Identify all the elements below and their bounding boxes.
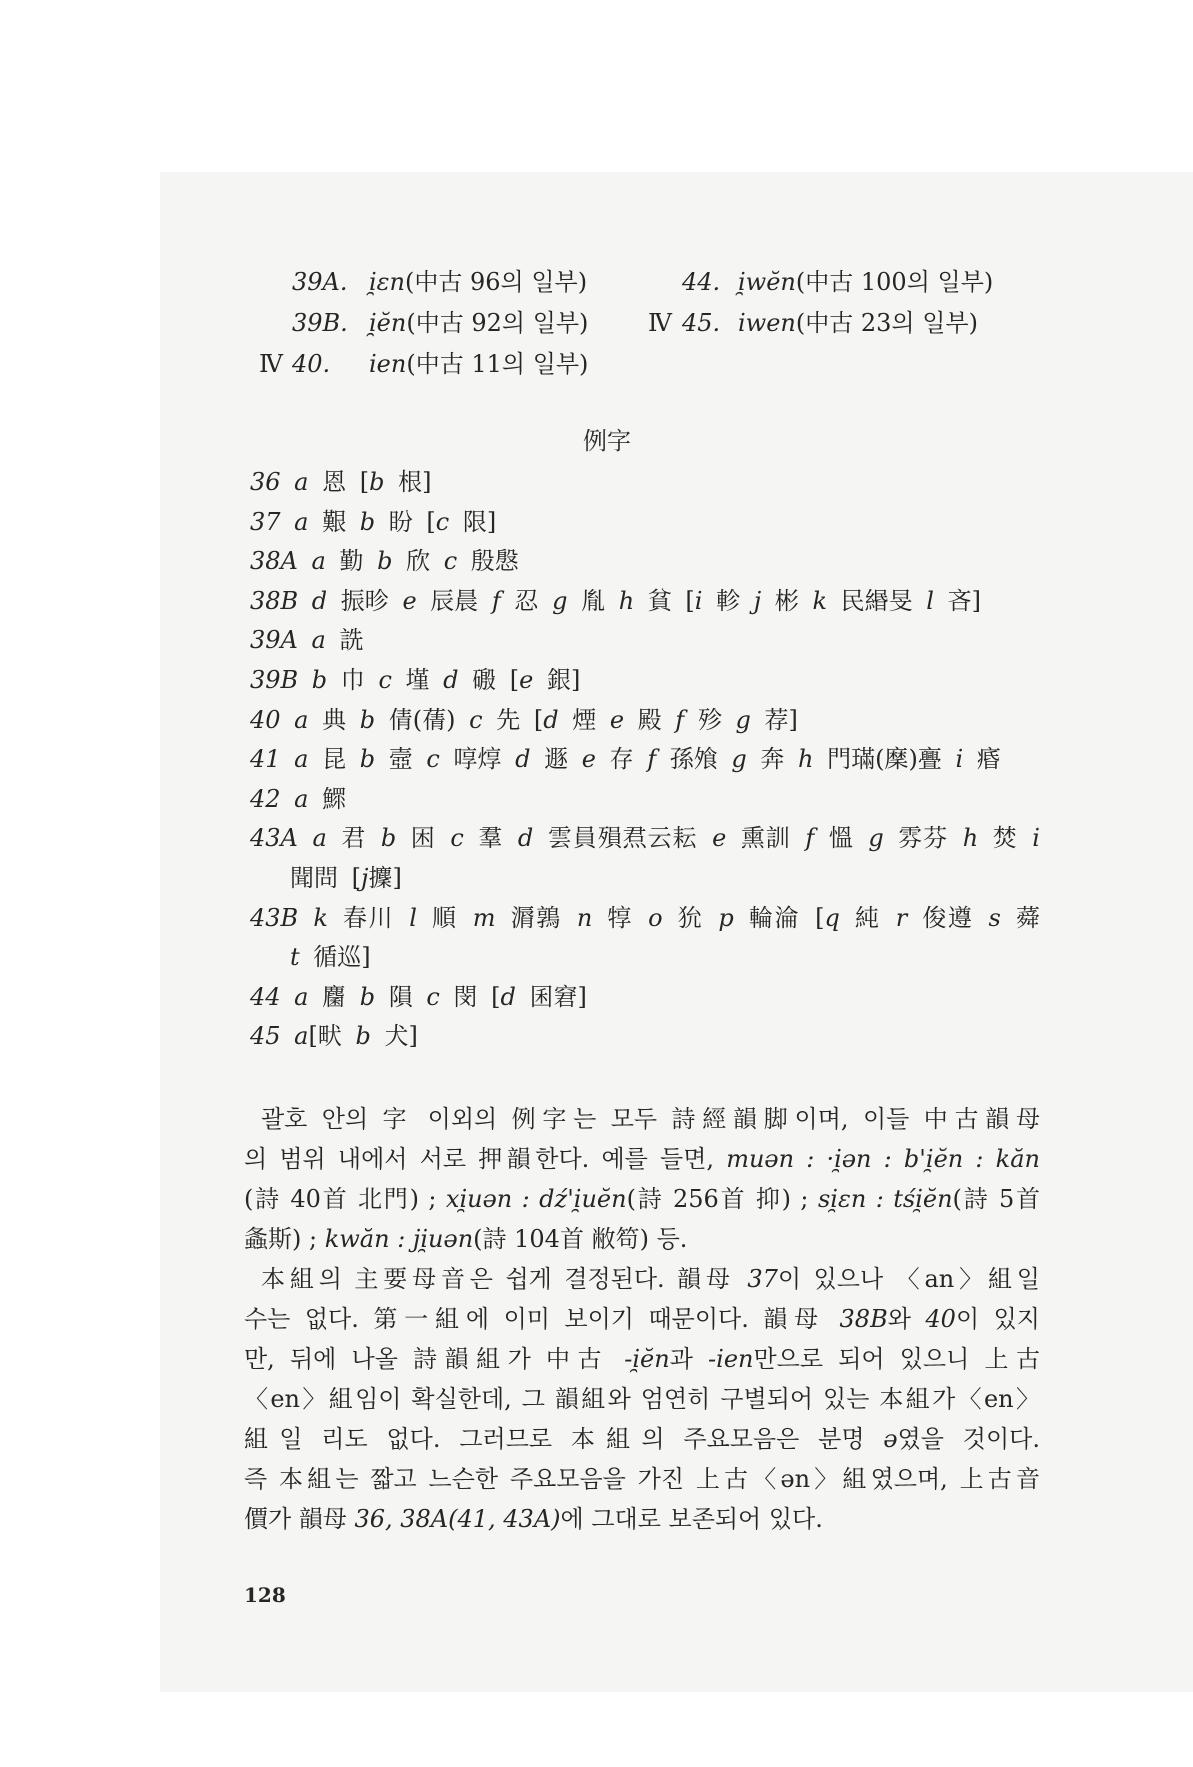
entry-number: 39A. xyxy=(292,268,348,296)
example-line xyxy=(250,621,1040,661)
italic-text: 40 xyxy=(925,1305,956,1333)
italic-text: xi̯uən : dź'i̯uĕn xyxy=(445,1185,627,1213)
italic-text: 37 a xyxy=(250,507,309,536)
text-run: 麕 xyxy=(308,982,360,1011)
italic-text: 43B k xyxy=(250,903,328,932)
italic-text: t xyxy=(290,943,300,972)
text-run: 吝] xyxy=(933,586,981,615)
example-continuation-line xyxy=(250,859,1040,899)
italic-text: h xyxy=(962,824,979,853)
paragraph-line xyxy=(244,1219,1040,1259)
italic-text: e xyxy=(712,824,727,853)
text-run: 의 범위 내에서 서로 押韻한다. 예를 들면, xyxy=(244,1145,727,1173)
italic-text: n xyxy=(576,903,593,932)
italic-text: b xyxy=(369,468,385,496)
italic-text: 36, 38A(41, 43A) xyxy=(354,1505,561,1533)
italic-text: h xyxy=(798,745,814,774)
italic-text: 37 xyxy=(747,1265,778,1293)
entry-number: 40. xyxy=(292,350,331,378)
italic-text: b xyxy=(359,507,376,536)
text-run: (詩 5首 xyxy=(952,1185,1041,1213)
italic-text: b xyxy=(359,982,376,1011)
italic-text: f xyxy=(675,705,685,734)
text-run: 組일 리도 없다. 그러므로 本組의 주요모음은 분명 xyxy=(244,1425,884,1453)
text-run: 春川 xyxy=(327,903,410,932)
italic-text: b xyxy=(380,824,397,853)
italic-text: d xyxy=(515,745,531,774)
middle-chinese-gloss: (中古 23의 일부) xyxy=(795,309,978,337)
italic-text: e xyxy=(402,586,417,615)
italic-text: c xyxy=(378,665,392,694)
paragraph-line xyxy=(244,1339,1040,1379)
text-run: 墐 xyxy=(391,665,444,694)
italic-text: 39B b xyxy=(250,665,328,694)
middle-chinese-gloss: (中古 96의 일부) xyxy=(405,268,588,296)
italic-text: c xyxy=(443,547,458,576)
text-run: 殿 xyxy=(624,705,676,734)
text-run: 振昣 xyxy=(327,586,403,615)
italic-text: d xyxy=(543,705,559,734)
text-run: 恩 [ xyxy=(308,468,370,496)
text-run: 勤 xyxy=(325,547,378,576)
italic-text: f xyxy=(805,824,815,853)
italic-text: b xyxy=(359,745,376,774)
text-run: 順 xyxy=(416,903,473,932)
text-run: 胤 xyxy=(567,586,619,615)
text-run: 雲員殞焄云耘 xyxy=(533,824,713,853)
text-run: 先 [ xyxy=(482,705,544,734)
text-run: 攈] xyxy=(368,863,402,892)
text-run: 壼 xyxy=(375,745,427,774)
entry-number: 45. xyxy=(682,309,721,337)
middle-chinese-gloss: (中古 11의 일부) xyxy=(406,350,589,378)
text-run: 輪淪 [ xyxy=(733,903,825,932)
text-run: 民緡旻 xyxy=(827,586,927,615)
text-run: 犉 xyxy=(592,903,649,932)
paragraph-line xyxy=(244,1259,1040,1299)
text-run: 수는 없다. 第一組에 이미 보이기 때문이다. 韻母 xyxy=(244,1305,840,1333)
example-line xyxy=(250,819,1040,859)
italic-text: 41 a xyxy=(250,745,309,774)
text-run: 價가 韻母 xyxy=(244,1505,355,1533)
text-run: 였을 것이다. xyxy=(897,1425,1040,1453)
example-line xyxy=(250,899,1040,939)
italic-text: c xyxy=(469,705,483,734)
italic-text: 40 a xyxy=(250,705,309,734)
text-run: 艱 xyxy=(308,507,360,536)
text-run: (詩 256首 抑) ; xyxy=(626,1185,818,1213)
text-run: [畎 xyxy=(308,1022,356,1051)
paragraph-line xyxy=(244,1459,1040,1499)
italic-text: 39A a xyxy=(250,626,326,655)
text-run: (詩 104首 敝笱) 등. xyxy=(473,1225,688,1253)
text-run: 盼 [ xyxy=(375,507,436,536)
italic-text: h xyxy=(618,586,635,615)
text-run: 괄호 안의 字 이외의 例字는 모두 詩經韻脚이며, 이들 中古韻母 xyxy=(261,1105,1040,1133)
text-run: 痻 xyxy=(963,745,1001,774)
text-run: 昆 xyxy=(308,745,360,774)
text-run: 君 xyxy=(326,824,381,853)
text-run: 巾 xyxy=(327,665,379,694)
italic-text: j xyxy=(753,586,762,615)
entry-reading xyxy=(738,262,993,302)
entry-number: 39B. xyxy=(292,309,348,337)
text-run: 銀] xyxy=(533,665,581,694)
text-run: 聞問 [ xyxy=(290,863,361,892)
example-line xyxy=(250,542,1040,582)
text-run: 과 xyxy=(669,1345,709,1373)
example-line xyxy=(250,1017,1040,1057)
text-run: 熏訓 xyxy=(726,824,806,853)
text-run: 만으로 되어 있으니 上古 xyxy=(753,1345,1040,1373)
reconstructed-form: ien xyxy=(369,350,407,378)
text-run: 隕 xyxy=(375,982,427,1011)
paragraph xyxy=(244,1099,1040,1259)
example-line xyxy=(250,740,1040,780)
text-run: 俊遵 xyxy=(907,903,989,932)
italic-text: 44 a xyxy=(250,982,309,1011)
text-run: 雰芬 xyxy=(883,824,963,853)
category-entry xyxy=(0,344,1193,384)
italic-text: f xyxy=(647,745,657,774)
italic-text: muən : ·i̯ən : b'i̯ĕn : kăn xyxy=(726,1145,1040,1173)
italic-text: 38B d xyxy=(250,586,328,615)
entry-number: 44. xyxy=(682,268,721,296)
category-entry xyxy=(0,303,1193,343)
text-run: 〈en〉組임이 확실한데, 그 韻組와 엄연히 구별되어 있는 本組가〈en〉 xyxy=(244,1385,1040,1413)
italic-text: g xyxy=(552,586,568,615)
text-run: 만, 뒤에 나올 詩韻組가 中古 xyxy=(244,1345,625,1373)
text-run: 閔 [ xyxy=(439,982,501,1011)
text-run: 즉 本組는 짧고 느슨한 주요모음을 가진 上古〈ən〉組였으며, 上古音 xyxy=(244,1465,1040,1493)
text-run: 本組의 主要母音은 쉽게 결정된다. 韻母 xyxy=(261,1265,748,1293)
text-run: 羣 xyxy=(463,824,518,853)
example-line xyxy=(250,503,1040,543)
paragraph-line xyxy=(244,1499,1040,1539)
text-run: 慍 xyxy=(814,824,869,853)
italic-text: 36 a xyxy=(250,468,309,496)
italic-text: i xyxy=(955,745,964,774)
text-run: 倩(蒨) xyxy=(375,705,470,734)
reconstructed-form: iwen xyxy=(738,309,796,337)
italic-text: ə xyxy=(883,1425,898,1453)
text-run: 遯 xyxy=(530,745,582,774)
text-run: 存 xyxy=(595,745,648,774)
example-continuation-line xyxy=(250,938,1040,978)
text-run: 犬] xyxy=(370,1022,418,1051)
entry-reading xyxy=(369,344,588,384)
paragraph-line xyxy=(244,1179,1040,1219)
italic-text: c xyxy=(426,982,440,1011)
text-run: 限] xyxy=(449,507,497,536)
category-entry xyxy=(0,262,1193,302)
paragraph-line xyxy=(244,1139,1040,1179)
italic-text: l xyxy=(926,586,934,615)
text-run: 忍 xyxy=(500,586,553,615)
italic-text: f xyxy=(491,586,501,615)
example-line xyxy=(250,661,1040,701)
text-run: 殷慇 xyxy=(457,547,519,576)
text-run: 囷窘] xyxy=(515,982,587,1011)
example-line xyxy=(250,701,1040,741)
italic-text: g xyxy=(731,745,747,774)
italic-text: i xyxy=(1032,824,1040,853)
italic-text: k xyxy=(812,586,828,615)
italic-text: 42 a xyxy=(250,784,309,813)
text-run: 孫飧 xyxy=(656,745,732,774)
italic-text: g xyxy=(735,705,751,734)
italic-text: o xyxy=(648,903,663,932)
example-line xyxy=(250,582,1040,622)
italic-text: l xyxy=(409,903,417,932)
text-run: 欣 xyxy=(392,547,444,576)
italic-text: d xyxy=(517,824,534,853)
reconstructed-form: i̯ɛn xyxy=(369,268,406,296)
text-run: 이 있으나 〈an〉組일 xyxy=(777,1265,1040,1293)
text-run: 奔 xyxy=(746,745,799,774)
text-run: 殄 xyxy=(684,705,736,734)
italic-text: i xyxy=(694,586,703,615)
italic-text: r xyxy=(895,903,908,932)
paragraph-line xyxy=(244,1299,1040,1339)
italic-text: c xyxy=(450,824,464,853)
text-run: 荐] xyxy=(750,705,798,734)
reconstructed-form: i̯ĕn xyxy=(369,309,407,337)
text-run: 焚 xyxy=(978,824,1033,853)
text-run: 鰥 xyxy=(308,784,347,813)
entry-reading xyxy=(738,303,978,343)
body-text xyxy=(244,1099,1040,1539)
text-run: 典 xyxy=(308,705,360,734)
text-run: 磤 [ xyxy=(458,665,520,694)
example-line xyxy=(250,780,1040,820)
text-run: 軫 xyxy=(702,586,754,615)
text-run: 漘鶉 xyxy=(495,903,577,932)
text-run: 와 xyxy=(887,1305,926,1333)
paragraph-line xyxy=(244,1099,1040,1139)
italic-text: b xyxy=(377,547,393,576)
italic-text: 38B xyxy=(839,1305,888,1333)
italic-text: p xyxy=(718,903,734,932)
italic-text: 38A a xyxy=(250,547,326,576)
italic-text: e xyxy=(609,705,625,734)
italic-text: b xyxy=(355,1022,371,1051)
text-run: 螽斯) ; xyxy=(244,1225,325,1253)
text-run: 에 그대로 보존되어 있다. xyxy=(560,1505,823,1533)
middle-chinese-gloss: (中古 100의 일부) xyxy=(795,268,994,296)
text-run: 辰晨 xyxy=(416,586,492,615)
italic-text: j xyxy=(361,863,369,892)
text-run: 根] xyxy=(384,468,432,496)
text-run: 煙 xyxy=(558,705,610,734)
italic-text: e xyxy=(519,665,534,694)
example-character-list xyxy=(250,463,1040,1057)
text-run: 貧 [ xyxy=(634,586,695,615)
italic-text: d xyxy=(500,982,516,1011)
example-line xyxy=(250,463,1040,503)
division-mark: Ⅳ xyxy=(648,309,672,337)
division-mark: Ⅳ xyxy=(259,350,283,378)
italic-text: c xyxy=(435,507,450,536)
italic-text: si̯ɛn : tśi̯ĕn xyxy=(817,1185,953,1213)
italic-text: g xyxy=(868,824,884,853)
text-run: 彬 xyxy=(761,586,813,615)
text-run: 循巡] xyxy=(299,943,371,972)
middle-chinese-gloss: (中古 92의 일부) xyxy=(406,309,589,337)
paragraph-line xyxy=(244,1419,1040,1459)
paragraph-line xyxy=(244,1379,1040,1419)
italic-text: s xyxy=(988,903,1001,932)
paragraph xyxy=(244,1259,1040,1539)
italic-text: c xyxy=(426,745,440,774)
text-run: 困 xyxy=(396,824,451,853)
text-run: 純 xyxy=(839,903,896,932)
text-run: (詩 40首 北門) ; xyxy=(244,1185,446,1213)
page-number: 128 xyxy=(244,1583,286,1607)
italic-text: q xyxy=(824,903,840,932)
reconstructed-form: i̯wĕn xyxy=(738,268,796,296)
text-run: 이 있지 xyxy=(955,1305,1040,1333)
text-run: 狁 xyxy=(662,903,719,932)
example-line xyxy=(250,978,1040,1018)
italic-text: b xyxy=(359,705,376,734)
italic-text: d xyxy=(443,665,459,694)
italic-text: e xyxy=(581,745,596,774)
italic-text: -i̯ĕn xyxy=(624,1345,670,1373)
section-heading: 例字 xyxy=(583,427,631,455)
italic-text: 43A a xyxy=(250,824,327,853)
italic-text: 45 a xyxy=(250,1022,309,1051)
text-run: 詵 xyxy=(325,626,364,655)
italic-text: kwăn : ji̯uən xyxy=(324,1225,474,1253)
italic-text: -ien xyxy=(708,1345,754,1373)
text-run: 蕣 xyxy=(1000,903,1041,932)
text-run: 門璊(穈)亹 xyxy=(813,745,956,774)
italic-text: m xyxy=(472,903,496,932)
text-run: 啍焞 xyxy=(439,745,516,774)
